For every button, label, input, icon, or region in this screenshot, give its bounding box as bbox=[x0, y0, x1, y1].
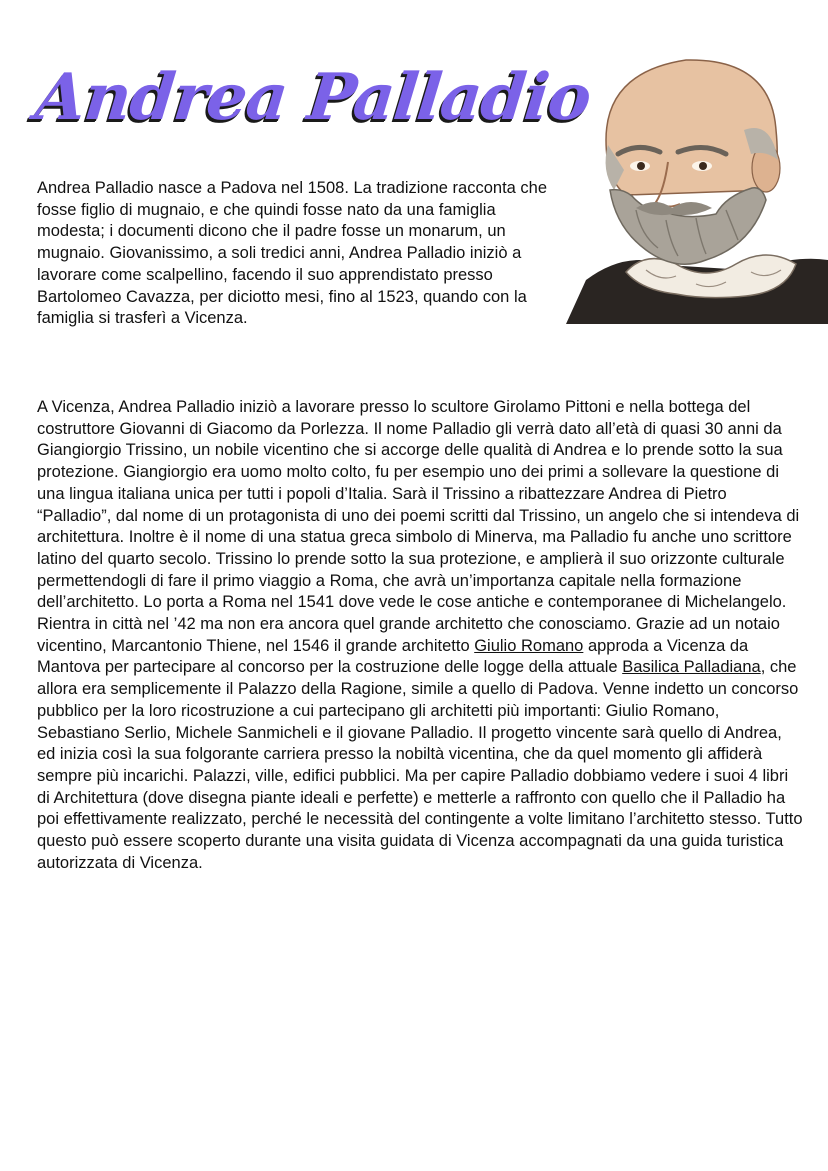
portrait-illustration bbox=[566, 50, 828, 324]
body-paragraph bbox=[37, 397, 803, 874]
page-title: Andrea Palladio bbox=[32, 60, 594, 135]
intro-paragraph: Andrea Palladio nasce a Padova nel 1508. La tradizione racconta che fosse figlio di mugnaio, e che quindi fosse nato da una famiglia modesta; i documenti dicono che il padre fosse un monarum, un mugnaio. Giovanissimo, a soli tredici anni, Andrea Palladio iniziò a lavorare come scalpellino, facendo il suo apprendistato presso Bartolomeo Cavazza, per diciotto mesi, fino al 1523, quando con la famiglia si trasferì a Vicenza. bbox=[37, 179, 548, 328]
body-text-part-2: approda a Vicenza da Mantova per partecipare al concorso per la costruzione delle logge della attuale bbox=[37, 636, 749, 677]
body-text-part-3: , che allora era semplicemente il Palazzo della Ragione, simile a quello di Padova. Venne indetto un concorso pubblico per la loro ricostruzione a cui partecipano gli architetti più importanti: Giulio Romano, Sebastiano Serlio, Michele Sanmicheli e il giovane Palladio. Il progetto vincente sarà quello di Andrea, ed inizia così la sua folgorante carriera presso la nobiltà vicentina, che da quel momento gli affiderà sempre più incarichi. Palazzi, ville, edifici pubblici. Ma per capire Palladio dobbiamo vedere i suoi 4 libri di Architettura (dove disegna piante ideali e perfette) e metterle a raffronto con quello che il Palladio ha poi effettivamente realizzato, perché le necessità del contingente a volte limitano l’architetto stesso. Tutto questo può essere scoperto durante una visita guidata di Vicenza accompagnati da una guida turistica autorizzata di Vicenza. bbox=[37, 658, 803, 872]
body-text-part-1: A Vicenza, Andrea Palladio iniziò a lavorare presso lo scultore Girolamo Pittoni e nella bottega del costruttore Giovanni di Giacomo da Porlezza. Il nome Palladio gli verrà dato all’età di quasi 30 anni da Giangiorgio Trissino, un nobile vicentino che si accorge delle qualità di Andrea e lo prende sotto la sua protezione. Giangiorgio era uomo molto colto, fu per esempio uno dei primi a sollevare la questione di una lingua italiana unica per tutti i popoli d’Italia. Sarà il Trissino a ribattezzare Andrea di Pietro “Palladio”, dal nome di un protagonista di uno dei poemi scritti dal Trissino, un angelo che si intendeva di architettura. Inoltre è il nome di una statua greca simbolo di Minerva, ma Palladio fu anche uno scrittore latino del quarto secolo. Trissino lo prende sotto la sua protezione, e amplierà il suo orizzonte culturale permettendogli di fare il primo viaggio a Roma, che avrà un’importanza capitale nella formazione dell’architetto. Lo porta a Roma nel 1541 dove vede le cose antiche e contemporanee di Michelangelo. Rientra in città nel ’42 ma non era ancora quel grande architetto che conosciamo. Grazie ad un notaio vicentino, Marcantonio Thiene, nel 1546 il grande architetto bbox=[37, 398, 800, 655]
link-giulio-romano[interactable]: Giulio Romano bbox=[474, 636, 584, 655]
link-basilica-palladiana[interactable]: Basilica Palladiana bbox=[622, 658, 761, 677]
